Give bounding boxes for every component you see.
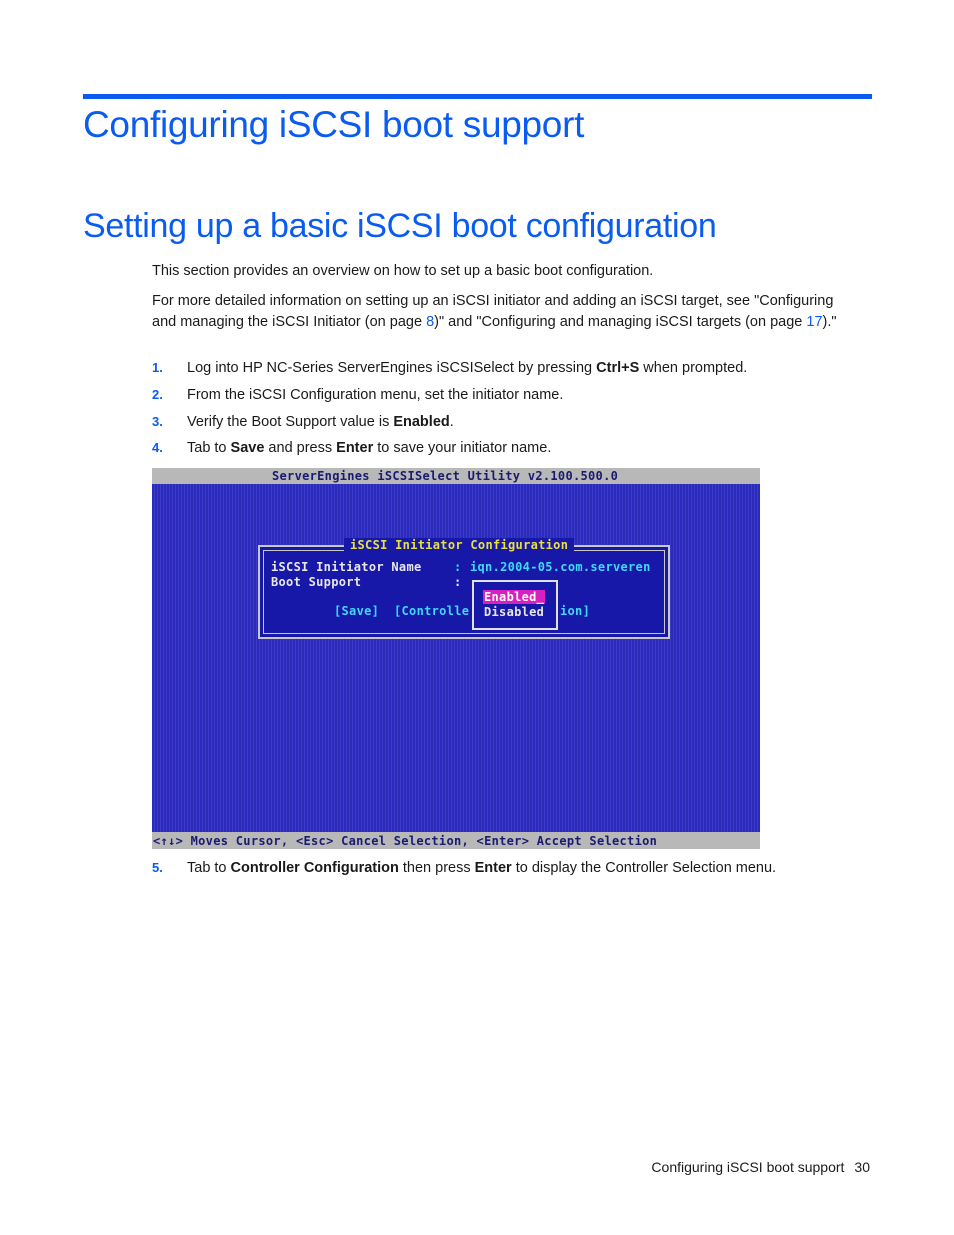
boot-support-sep: : xyxy=(454,575,462,589)
option-enabled[interactable]: Enabled_ xyxy=(484,590,545,604)
initiator-config-dialog xyxy=(258,538,670,639)
key-save: Save xyxy=(230,440,265,456)
chapter-title: Configuring iSCSI boot support xyxy=(83,104,585,145)
boot-support-label: Boot Support xyxy=(271,575,362,589)
section-title: Setting up a basic iSCSI boot configuration xyxy=(83,207,717,245)
step-number: 4. xyxy=(152,440,163,455)
initiator-name-label: iSCSI Initiator Name xyxy=(271,560,422,574)
detail-text-1: For more detailed information on setting up an iSCSI initiator and adding an iSCSI target, see "Configuring and managing the iSCSI Initiator (on page xyxy=(152,293,834,330)
step-number: 5. xyxy=(152,860,163,875)
initiator-name-value[interactable]: iqn.2004-05.com.serveren xyxy=(470,560,651,574)
option-disabled[interactable]: Disabled xyxy=(484,605,545,619)
page-link-17[interactable]: 17 xyxy=(806,314,823,330)
controller-config-button[interactable]: [Controlle xyxy=(394,604,470,618)
detail-paragraph xyxy=(152,291,842,333)
intro-paragraph: This section provides an overview on how to set up a basic boot configuration. xyxy=(152,263,654,279)
step-number: 3. xyxy=(152,414,163,429)
detail-text-3: )." xyxy=(822,314,837,330)
page-link-8[interactable]: 8 xyxy=(426,314,435,330)
key-ctrl-s: Ctrl+S xyxy=(596,360,640,376)
boot-support-popup xyxy=(472,580,558,630)
step-number: 2. xyxy=(152,387,163,402)
page-footer xyxy=(651,1159,870,1175)
utility-status-bar: <↑↓> Moves Cursor, <Esc> Cancel Selection, <Enter> Accept Selection xyxy=(152,832,760,849)
page-number: 30 xyxy=(854,1159,870,1175)
chapter-rule xyxy=(83,94,872,99)
value-enabled: Enabled xyxy=(393,414,450,430)
key-controller-configuration: Controller Configuration xyxy=(230,860,399,876)
running-title: Configuring iSCSI boot support xyxy=(651,1159,845,1175)
save-button[interactable]: [Save] xyxy=(334,604,380,618)
detail-text-2: )" and "Configuring and managing iSCSI targets (on page xyxy=(434,314,807,330)
key-enter: Enter xyxy=(474,860,512,876)
key-enter: Enter xyxy=(336,440,374,456)
iscsiselect-screenshot xyxy=(152,468,760,849)
controller-config-button-tail[interactable]: ion] xyxy=(560,604,591,618)
dialog-title: iSCSI Initiator Configuration xyxy=(344,538,574,552)
step-number: 1. xyxy=(152,360,163,375)
initiator-name-sep: : xyxy=(454,560,462,574)
utility-title-bar: ServerEngines iSCSISelect Utility v2.100.500.0 xyxy=(152,468,760,484)
